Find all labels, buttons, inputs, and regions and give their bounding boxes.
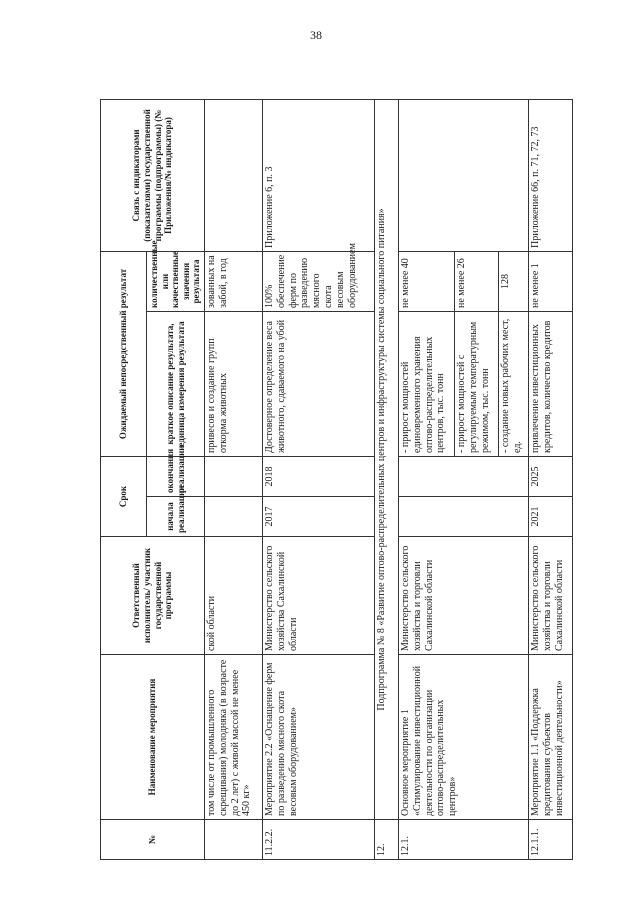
row-link [205,99,263,251]
row-responsible: Министерство сельского хозяйства Сахалинской области [263,537,375,655]
table-row [205,99,263,859]
row-value: зованных на забой, в год [205,251,263,311]
row-responsible: Министерство сельского хозяйства и торговли Сахалинской области [529,537,573,655]
result-value: не менее 40 [399,251,455,311]
table-row [399,99,455,859]
row-start [205,497,263,537]
row-num: 12.1. [399,820,529,860]
result-value: 128 [499,251,529,311]
row-start: 2017 [263,497,375,537]
row-end [399,456,529,496]
header-term-start: начала реализации [147,497,205,537]
row-num: 11.2.2. [263,820,375,860]
page-number: 38 [310,28,322,42]
header-link: Связь с индикаторами (показателями) государственной программы (подпрограммы) (№ Приложения/№ индикатора) [101,99,205,251]
row-desc: привлечение инвестиционных кредитов, количество кредитов [529,311,573,456]
subprogram-row [375,99,399,859]
row-start: 2021 [529,497,573,537]
row-link: Приложение 66, п. 71, 72, 73 [529,99,573,251]
row-desc: Достоверное определение веса животного, сдаваемого на убой [263,311,375,456]
header-term: Срок [101,456,147,536]
row-name: Мероприятие 1.1 «Поддержка кредитования субъектов инвестиционной деятельности» [529,655,573,820]
header-num: № [101,820,205,860]
header-responsible: Ответственный исполнитель/ участник государственной программы [101,537,205,655]
table-row [263,99,375,859]
header-expected-desc: краткое описание результата, единица измерения результата [147,311,205,456]
result-desc: - прирост мощностей единовременного хранения оптово-распределительных центров, тыс. тонн [399,311,455,456]
subprogram-title: Подпрограмма № 8 «Развитие оптово-распределительных центров и инфраструктуры системы социального питания» [375,99,399,819]
row-responsible: Министерство сельского хозяйства и торговли Сахалинской области [399,537,529,655]
row-name: том числе от промышленного скрещивания) молодняка (в возрасте до 2 лет) с живой массой не менее 450 кг» [205,655,263,820]
row-name: Основное мероприятие 1 «Стимулирование инвестиционной деятельности по организации оптово-распределительных центров» [399,655,529,820]
header-row [101,99,147,859]
row-num: 12.1.1. [529,820,573,860]
row-desc: привесов и создание групп откорма животных [205,311,263,456]
header-term-end: окончания реализации [147,456,205,496]
row-start [399,497,529,537]
row-num [205,820,263,860]
row-name: Мероприятие 2.2 «Оснащение ферм по разведению мясного скота весовым оборудованием» [263,655,375,820]
row-responsible: ской области [205,537,263,655]
measures-table [100,99,573,860]
subprogram-num: 12. [375,820,399,860]
table-sheet [100,100,565,860]
result-desc: - прирост мощностей с регулируемым температурным режимом, тыс. тонн [455,311,499,456]
header-expected-value: количественные или качественные значения результата [147,251,205,311]
row-end: 2018 [263,456,375,496]
header-name: Наименование мероприятия [101,655,205,820]
table-row [529,99,573,859]
row-link: Приложение 6, п. 3 [263,99,375,251]
result-desc: - создание новых рабочих мест, ед. [499,311,529,456]
result-value: не менее 26 [455,251,499,311]
row-value: не менее 1 [529,251,573,311]
row-value: 100% обеспечение ферм по разведению мясного скота весовым оборудованием [263,251,375,311]
row-end: 2025 [529,456,573,496]
row-link [399,99,529,251]
header-expected: Ожидаемый непосредственный результат [101,251,147,456]
row-end [205,456,263,496]
